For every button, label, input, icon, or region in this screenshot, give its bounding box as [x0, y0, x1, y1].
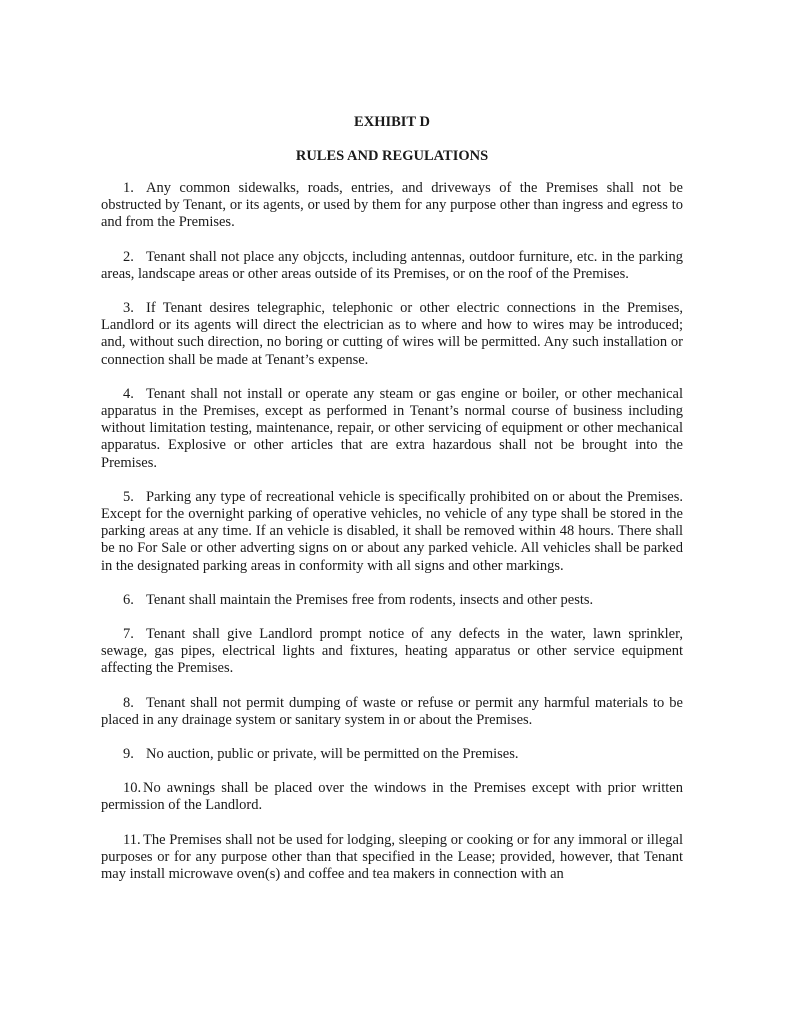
rule-paragraph-10: [101, 780, 683, 814]
rule-paragraph-5: [101, 489, 683, 575]
rule-paragraph-2: [101, 249, 683, 283]
rule-paragraph-11: [101, 832, 683, 884]
rule-text: Tenant shall not place any objccts, including antennas, outdoor furniture, etc. in the parking areas, landscape areas or other areas outside of its Premises, or on the roof of the Premises.: [101, 248, 683, 282]
rule-text: Any common sidewalks, roads, entries, and driveways of the Premises shall not be obstructed by Tenant, or its agents, or used by them for any purpose other than ingress and egress to and from the Premises.: [101, 180, 683, 231]
rule-number: 6.: [123, 591, 134, 608]
rule-number: 8.: [123, 694, 134, 711]
rule-text: Parking any type of recreational vehicle is specifically prohibited on or about the Premises. Except for the overnight parking of operative vehicles, no vehicle of any type shall be stored in the parking areas at any time. If an vehicle is disabled, it shall be removed within 48 hours. There shall be no For Sale or other adverting signs on or about any parked vehicle. All vehicles shall be parked in the designated parking areas in conformity with all signs and other markings.: [101, 488, 683, 574]
rule-number: 11.: [123, 831, 141, 848]
rule-number: 7.: [123, 626, 134, 643]
rule-text: Tenant shall not permit dumping of waste or refuse or permit any harmful materials to be placed in any drainage system or sanitary system in or about the Premises.: [101, 694, 683, 728]
rule-number: 2.: [123, 248, 134, 265]
rule-text: Tenant shall maintain the Premises free from rodents, insects and other pests.: [146, 591, 594, 608]
rule-paragraph-4: [101, 386, 683, 472]
rule-text: If Tenant desires telegraphic, telephonic or other electric connections in the Premises, Landlord or its agents will direct the electrician as to where and how to wires may be introduced; and, without such direction, no boring or cutting of wires will be permitted. Any such installation or connection shall be made at Tenant’s expense.: [101, 300, 683, 368]
rule-text: No auction, public or private, will be permitted on the Premises.: [146, 746, 519, 763]
rule-paragraph-3: [101, 300, 683, 369]
rule-number: 3.: [123, 300, 134, 317]
exhibit-title: EXHIBIT D: [354, 114, 430, 130]
rule-paragraph-1: [101, 180, 683, 232]
rule-number: 5.: [123, 488, 134, 505]
rule-paragraph-7: [101, 626, 683, 678]
rule-number: 1.: [123, 180, 134, 196]
rule-text: Tenant shall give Landlord prompt notice of any defects in the water, lawn sprinkler, sewage, gas pipes, electrical lights and fixtures, heating apparatus or other service equipment affecting the Premises.: [101, 626, 683, 677]
rule-text: No awnings shall be placed over the windows in the Premises except with prior written permission of the Landlord.: [101, 780, 683, 814]
document-page: [101, 114, 683, 900]
rule-paragraph-9: [101, 746, 683, 763]
rule-text: The Premises shall not be used for lodging, sleeping or cooking or for any immoral or illegal purposes or for any purpose other than that specified in the Lease; provided, however, that Tenant may install microwave oven(s) and coffee and tea makers in connection with an: [101, 831, 683, 883]
rule-paragraph-8: [101, 695, 683, 729]
rule-number: 10.: [123, 780, 142, 797]
rule-text: Tenant shall not install or operate any steam or gas engine or boiler, or other mechanical apparatus in the Premises, except as performed in Tenant’s normal course of business including without limitation testing, maintenance, repair, or other servicing of equipment or other mechanical apparatus. Explosive or other articles that are extra hazardous shall not be brought into the Premises.: [101, 385, 683, 471]
rule-paragraph-6: [101, 592, 683, 609]
rule-number: 4.: [123, 385, 134, 402]
section-heading: RULES AND REGULATIONS: [295, 148, 489, 164]
rule-number: 9.: [123, 746, 134, 763]
